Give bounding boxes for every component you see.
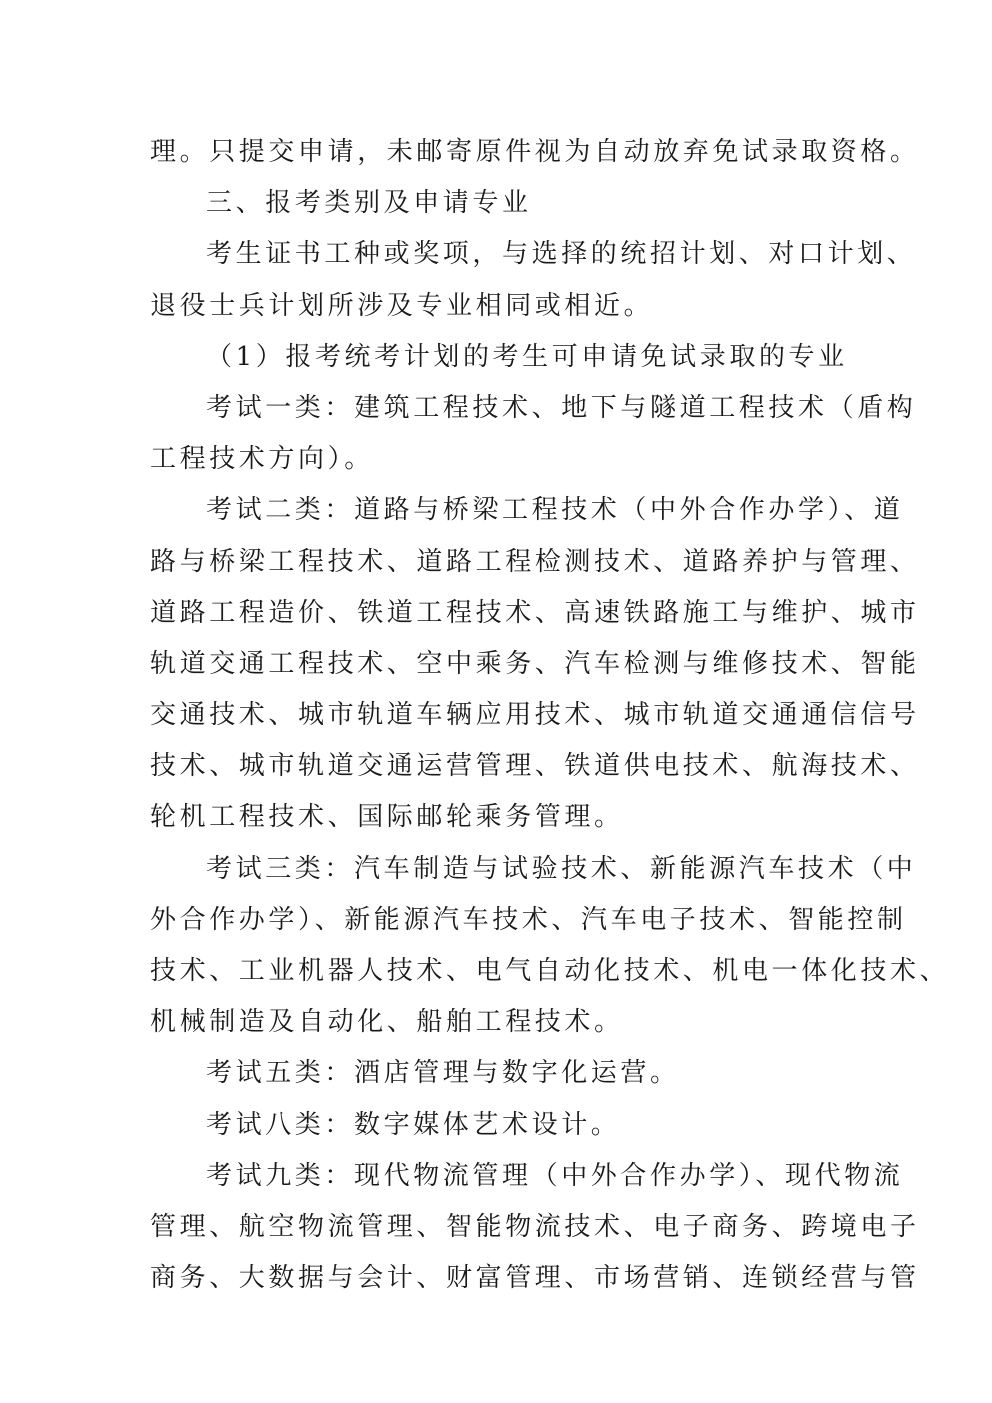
subsection-heading: （1）报考统考计划的考生可申请免试录取的专业 bbox=[206, 341, 848, 372]
category-line: 轨道交通工程技术、空中乘务、汽车检测与维修技术、智能 bbox=[150, 648, 920, 679]
category-line: 工程技术方向）。 bbox=[150, 444, 374, 475]
category-line: 考试五类：酒店管理与数字化运营。 bbox=[206, 1058, 680, 1089]
paragraph-line: 退役士兵计划所涉及专业相同或相近。 bbox=[150, 290, 654, 321]
category-line: 技术、工业机器人技术、电气自动化技术、机电一体化技术、 bbox=[150, 956, 950, 986]
category-line: 轮机工程技术、国际邮轮乘务管理。 bbox=[150, 802, 624, 833]
category-line: 考试八类：数字媒体艺术设计。 bbox=[206, 1109, 621, 1140]
category-line: 考试二类：道路与桥梁工程技术（中外合作办学）、道 bbox=[206, 495, 904, 526]
category-line: 考试一类：建筑工程技术、地下与隧道工程技术（盾构 bbox=[206, 392, 917, 423]
category-line: 机械制造及自动化、船舶工程技术。 bbox=[150, 1007, 624, 1038]
category-line: 商务、大数据与会计、财富管理、市场营销、连锁经营与管 bbox=[150, 1263, 920, 1294]
category-line: 道路工程造价、铁道工程技术、高速铁路施工与维护、城市 bbox=[150, 597, 920, 628]
category-line: 路与桥梁工程技术、道路工程检测技术、道路养护与管理、 bbox=[150, 546, 920, 577]
paragraph-line: 考生证书工种或奖项，与选择的统招计划、对口计划、 bbox=[206, 239, 917, 270]
document-body bbox=[150, 127, 950, 1304]
category-line: 考试三类：汽车制造与试验技术、新能源汽车技术（中 bbox=[206, 853, 917, 884]
category-line: 外合作办学）、新能源汽车技术、汽车电子技术、智能控制 bbox=[150, 904, 907, 935]
body-line: 理。只提交申请，未邮寄原件视为自动放弃免试录取资格。 bbox=[150, 137, 920, 167]
category-line: 技术、城市轨道交通运营管理、铁道供电技术、航海技术、 bbox=[150, 751, 920, 782]
category-line: 交通技术、城市轨道车辆应用技术、城市轨道交通通信信号 bbox=[150, 700, 920, 731]
category-line: 管理、航空物流管理、智能物流技术、电子商务、跨境电子 bbox=[150, 1211, 920, 1242]
section-heading: 三、报考类别及申请专业 bbox=[206, 188, 532, 219]
category-line: 考试九类：现代物流管理（中外合作办学）、现代物流 bbox=[206, 1160, 904, 1191]
